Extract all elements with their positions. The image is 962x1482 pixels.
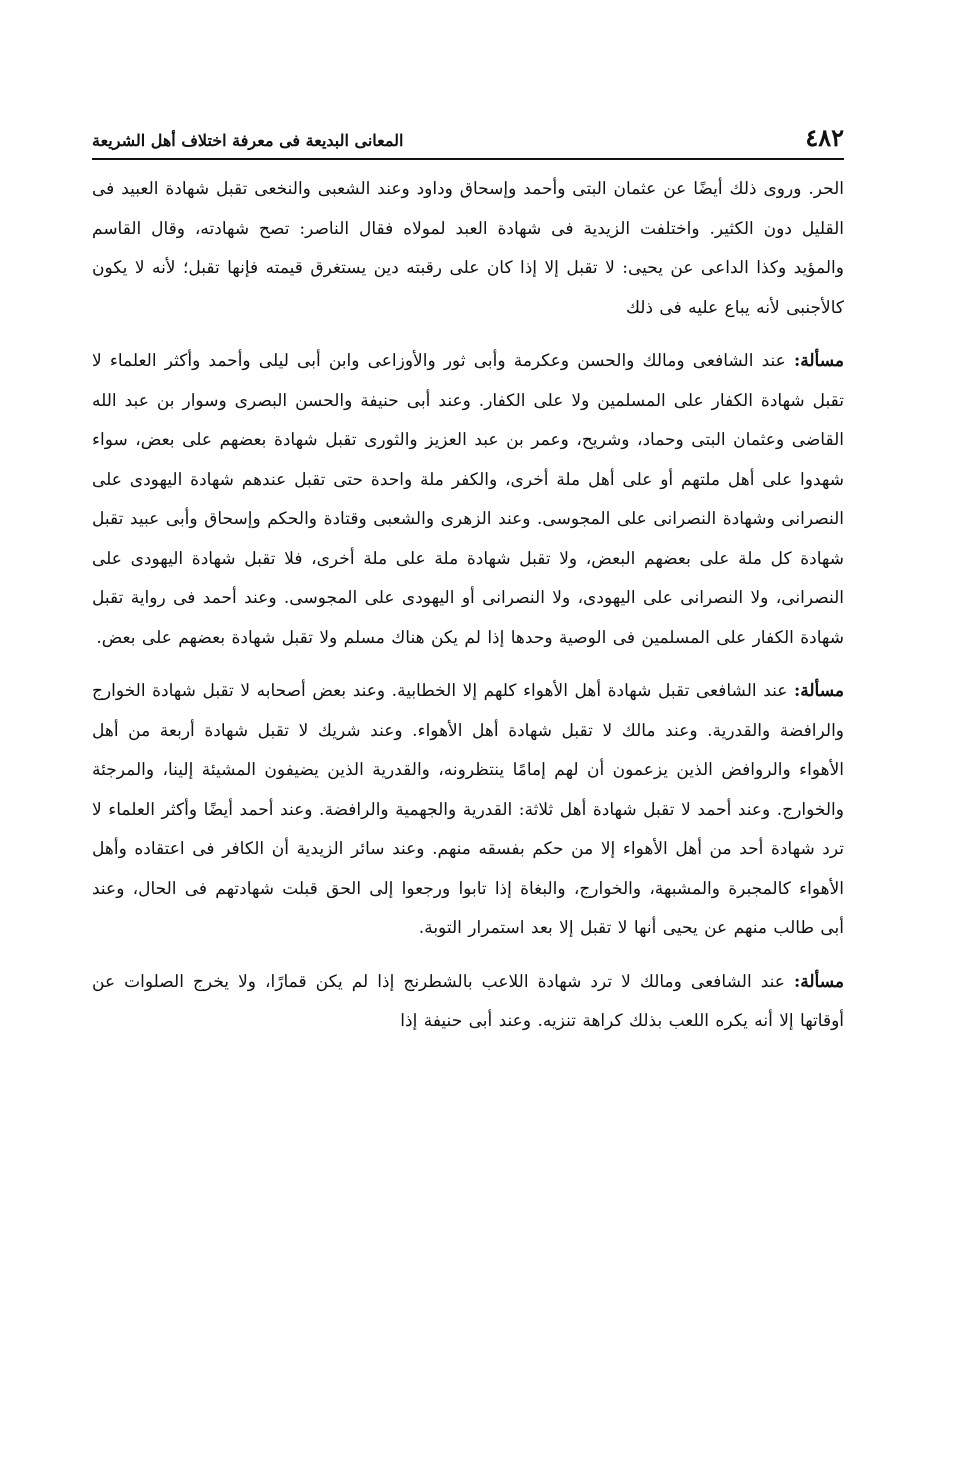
paragraph-text: الحر. وروى ذلك أيضًا عن عثمان البتى وأحمد وإسحاق وداود وعند الشعبى والنخعى تقبل شهادة العبيد فى القليل دون الكثير. واختلفت الزيدية فى شهادة العبد لمولاه فقال الناصر: تصح شهادته، وقال القاسم والمؤيد وكذا الداعى عن يحيى: لا تقبل إلا إذا كان على رقبته دين يستغرق قيمته فإنها تقبل؛ لأنه لا يكون كالأجنبى لأنه يباع عليه فى ذلك xyxy=(92,179,844,318)
running-header xyxy=(92,118,844,160)
running-title: المعانى البديعة فى معرفة اختلاف أهل الشريعة xyxy=(92,131,404,150)
paragraph-continuation xyxy=(92,170,844,328)
paragraph-text: عند الشافعى ومالك لا ترد شهادة اللاعب بالشطرنج إذا لم يكن قمارًا، ولا يخرج الصلوات عن أوقاتها إلا أنه يكره اللعب بذلك كراهة تنزيه. وعند أبى حنيفة إذا xyxy=(92,971,844,1031)
masala-label: مسألة: xyxy=(793,971,845,992)
paragraph-masala-chess-player xyxy=(92,963,844,1042)
book-page xyxy=(92,118,844,1042)
page-number: ٤٨٢ xyxy=(805,123,844,152)
paragraph-masala-witness-of-unbelievers xyxy=(92,342,844,658)
masala-label: مسألة: xyxy=(793,681,844,701)
paragraph-masala-people-of-desires xyxy=(92,672,844,949)
body-text xyxy=(92,170,844,1042)
masala-label: مسألة: xyxy=(793,351,845,371)
paragraph-text: عند الشافعى ومالك والحسن وعكرمة وأبى ثور والأوزاعى وابن أبى ليلى وأحمد وأكثر العلماء لا تقبل شهادة الكفار على المسلمين ولا على الكفار. وعند أبى حنيفة والحسن البصرى وسوار بن عبد الله القاضى وعثمان البتى وحماد، وشريح، وعمر بن عبد العزيز والثورى تقبل شهادة بعضهم على بعض، سواء شهدوا على أهل ملتهم أو على أهل ملة أخرى، والكفر ملة واحدة حتى تقبل عندهم شهادة اليهودى على النصرانى وشهادة النصرانى على المجوسى. وعند الزهرى والشعبى وقتادة والحكم وإسحاق وأبى عبيد تقبل شهادة كل ملة على بعضهم البعض، ولا تقبل شهادة ملة على ملة أخرى، فلا تقبل شهادة اليهودى على النصرانى، ولا النصرانى على اليهودى، ولا النصرانى أو اليهودى على المجوسى. وعند أحمد فى رواية تقبل شهادة الكفار على المسلمين فى الوصية وحدها إذا لم يكن هناك مسلم ولا تقبل شهادة بعضهم على بعض. xyxy=(92,351,844,648)
paragraph-text: عند الشافعى تقبل شهادة أهل الأهواء كلهم إلا الخطابية. وعند بعض أصحابه لا تقبل شهادة الخوارج والرافضة والقدرية. وعند مالك لا تقبل شهادة أهل الأهواء. وعند شريك لا تقبل شهادة أربعة من أهل الأهواء والروافض الذين يزعمون أن لهم إمامًا ينتظرونه، والقدرية الذين يضيفون المشيئة إلينا، والمرجئة والخوارج. وعند أحمد لا تقبل شهادة أهل ثلاثة: القدرية والجهمية والرافضة. وعند أحمد أيضًا وأكثر العلماء لا ترد شهادة أحد من أهل الأهواء إلا من حكم بفسقه منهم. وعند سائر الزيدية أن الكافر فى اعتقاده وأهل الأهواء كالمجبرة والمشبهة، والخوارج، والبغاة إذا تابوا ورجعوا إلى الحق قبلت شهادتهم فى الحال، وعند أبى طالب منهم عن يحيى أنها لا تقبل إلا بعد استمرار التوبة. xyxy=(92,681,844,938)
